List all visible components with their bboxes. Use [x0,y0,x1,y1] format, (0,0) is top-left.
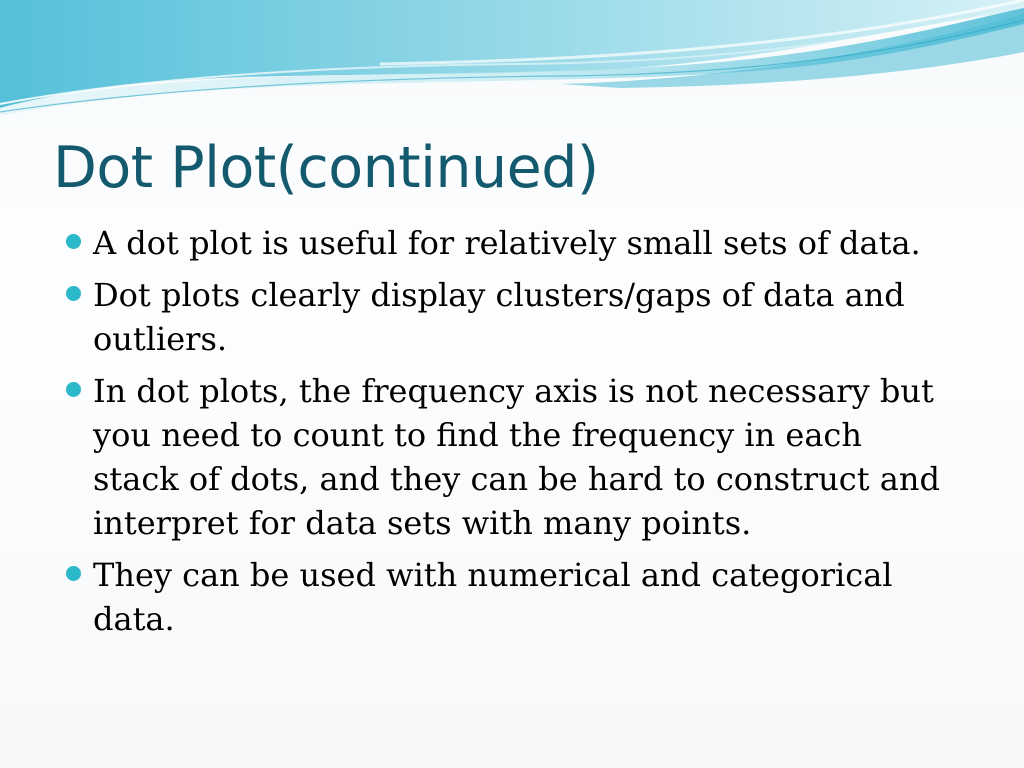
bullet-dot-icon [66,382,81,397]
wave-header-decoration [0,0,1024,130]
bullet-text: Dot plots clearly display clusters/gaps of data and outliers. [93,276,905,358]
bullet-item [64,369,954,545]
bullet-text: In dot plots, the frequency axis is not necessary but you need to count to find the frequency in each stack of dots, and they can be hard to construct and interpret for data sets with many points. [93,372,940,542]
bullet-list [64,221,954,649]
bullet-item [64,273,954,361]
bullet-dot-icon [66,566,81,581]
bullet-item [64,553,954,641]
bullet-item [64,221,954,265]
bullet-dot-icon [66,286,81,301]
bullet-dot-icon [66,234,81,249]
bullet-text: They can be used with numerical and categorical data. [93,556,893,638]
slide-title: Dot Plot(continued) [53,135,599,201]
bullet-text: A dot plot is useful for relatively small sets of data. [93,224,921,262]
